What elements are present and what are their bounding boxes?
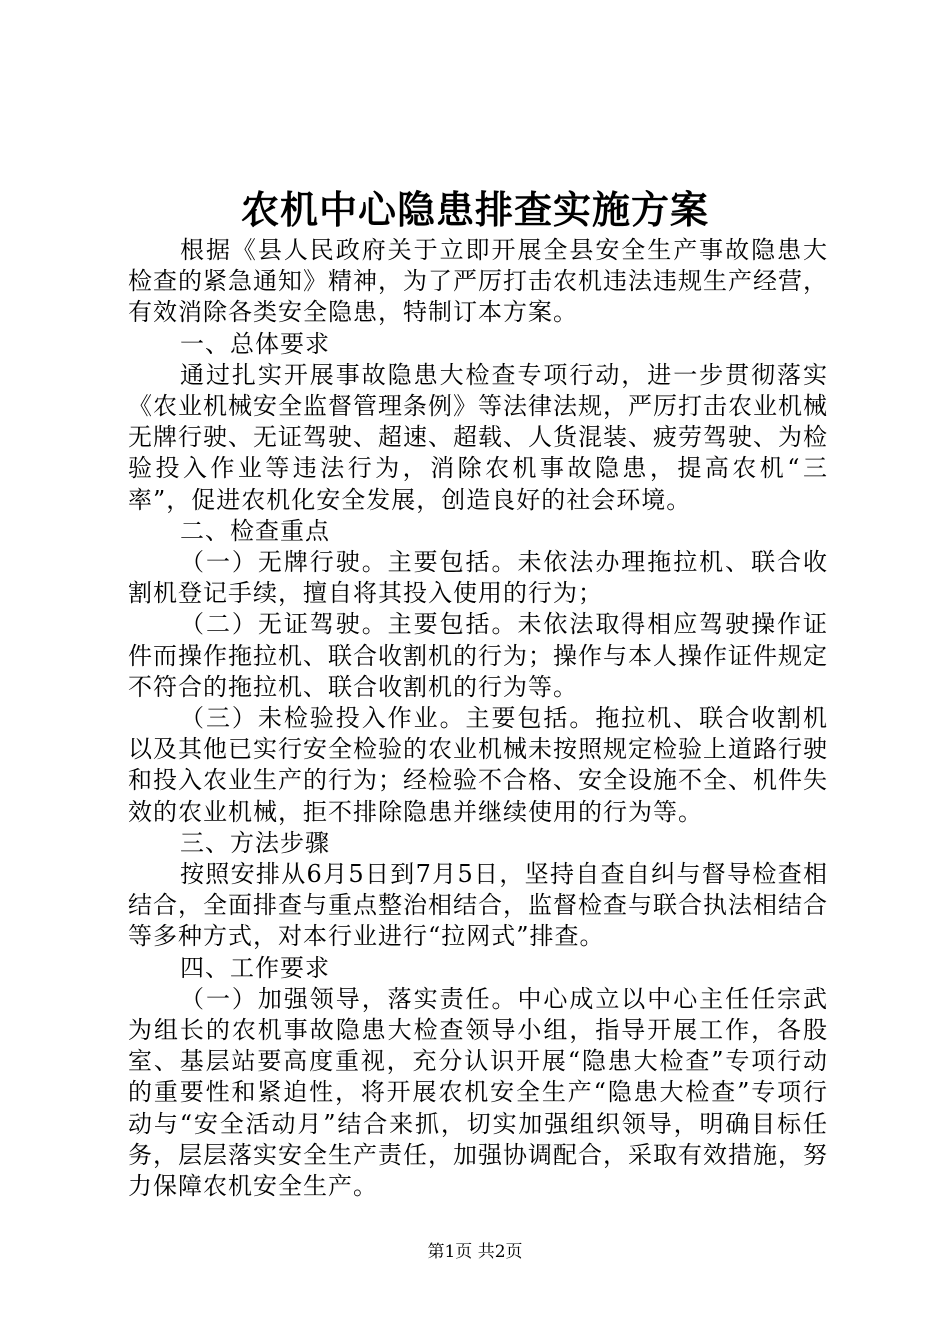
section-heading-methods: 三、方法步骤: [180, 828, 330, 857]
inspection-item-uninspected-operation: （三）未检验投入作业。主要包括。拖拉机、联合收割机以及其他已实行安全检验的农业机械未按照规定检验上道路行驶和投入农业生产的行为；经检验不合格、安全设施不全、机件失效的农业机械，拒不排除隐患并继续使用的行为等。: [128, 704, 828, 826]
inspection-item-unlicensed-driver: （二）无证驾驶。主要包括。未依法取得相应驾驶操作证件而操作拖拉机、联合收割机的行为；操作与本人操作证件规定不符合的拖拉机、联合收割机的行为等。: [128, 610, 828, 701]
document-body: [128, 235, 828, 1202]
section-heading-inspection-focus: 二、检查重点: [180, 516, 330, 545]
page-footer: 第1页 共2页: [427, 1242, 523, 1262]
methods-paragraph: 按照安排从6月5日到7月5日，坚持自查自纠与督导检查相结合，全面排查与重点整治相结合，监督检查与联合执法相结合等多种方式，对本行业进行“拉网式”排查。: [128, 860, 828, 951]
section-heading-general-requirements: 一、总体要求: [180, 329, 330, 358]
section-heading-work-requirements: 四、工作要求: [180, 953, 330, 982]
document-title: 农机中心隐患排查实施方案: [240, 188, 709, 232]
general-requirements-paragraph: 通过扎实开展事故隐患大检查专项行动，进一步贯彻落实《农业机械安全监督管理条例》等法律法规，严厉打击农业机械无牌行驶、无证驾驶、超速、超载、人货混装、疲劳驾驶、为检验投入作业等违法行为，消除农机事故隐患，提高农机“三率”，促进农机化安全发展，创造良好的社会环境。: [128, 360, 828, 514]
work-requirement-leadership: （一）加强领导，落实责任。中心成立以中心主任任宗武为组长的农机事故隐患大检查领导小组，指导开展工作，各股室、基层站要高度重视，充分认识开展“隐患大检查”专项行动的重要性和紧迫性，将开展农机安全生产“隐患大检查”专项行动与“安全活动月”结合来抓，切实加强组织领导，明确目标任务，层层落实安全生产责任，加强协调配合，采取有效措施，努力保障农机安全生产。: [128, 984, 828, 1201]
inspection-item-unlicensed-vehicle: （一）无牌行驶。主要包括。未依法办理拖拉机、联合收割机登记手续，擅自将其投入使用的行为；: [128, 548, 828, 608]
intro-paragraph: 根据《县人民政府关于立即开展全县安全生产事故隐患大检查的紧急通知》精神，为了严厉打击农机违法违规生产经营，有效消除各类安全隐患，特制订本方案。: [128, 236, 828, 327]
